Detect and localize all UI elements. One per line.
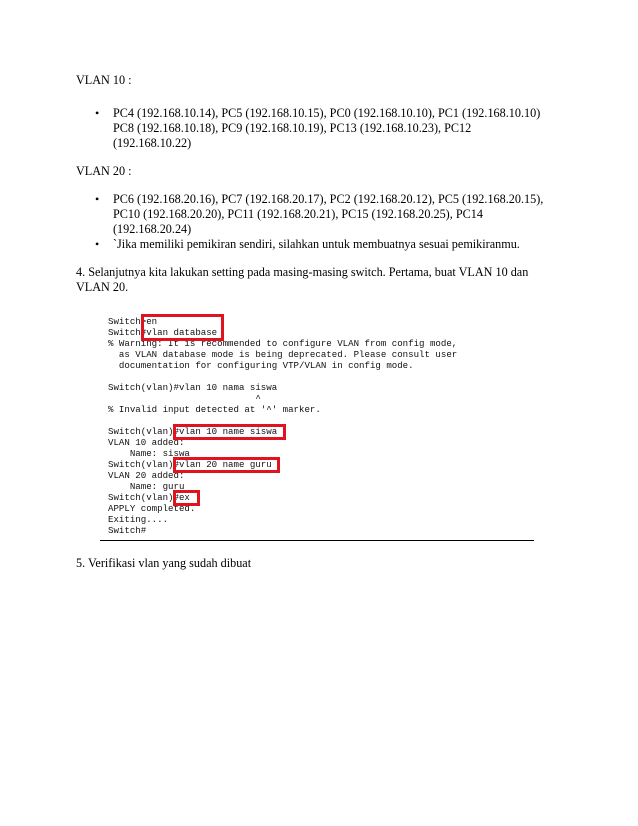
terminal-line: % Invalid input detected at '^' marker. xyxy=(108,404,321,415)
terminal-line: Switch# xyxy=(108,525,147,536)
terminal-line: % Warning: It is recommended to configure VLAN from config mode, xyxy=(108,338,458,349)
vlan20-line-3: (192.168.20.24) xyxy=(113,222,192,236)
terminal-line: Name: guru xyxy=(108,481,185,492)
vlan20-line-2: PC10 (192.168.20.20), PC11 (192.168.20.21), PC15 (192.168.20.25), PC14 xyxy=(113,207,483,221)
terminal-line: documentation for configuring VTP/VLAN in config mode. xyxy=(108,360,414,371)
bullet-dot: • xyxy=(95,106,100,120)
step4-line-2: VLAN 20. xyxy=(76,280,129,294)
step5-line: 5. Verifikasi vlan yang sudah dibuat xyxy=(76,556,252,570)
terminal-line: Switch>en xyxy=(108,316,158,327)
terminal-line: Switch(vlan)#vlan 10 name siswa xyxy=(108,426,278,437)
bullet-dot: • xyxy=(95,237,100,251)
terminal-line: APPLY completed. xyxy=(108,503,196,514)
terminal-line: ^ xyxy=(108,393,261,404)
terminal-line: Switch(vlan)#vlan 10 nama siswa xyxy=(108,382,278,393)
vlan10-line-3: (192.168.10.22) xyxy=(113,136,192,150)
vlan20-line-1: PC6 (192.168.20.16), PC7 (192.168.20.17), PC2 (192.168.20.12), PC5 (192.168.20.15), xyxy=(113,192,544,206)
highlight-en-vlan-database xyxy=(141,314,224,341)
terminal-line: Switch#vlan database xyxy=(108,327,218,338)
terminal-line: as VLAN database mode is being deprecated. Please consult user xyxy=(108,349,458,360)
terminal-line: VLAN 20 added: xyxy=(108,470,185,481)
vlan20-heading: VLAN 20 : xyxy=(76,164,132,178)
vlan10-heading: VLAN 10 : xyxy=(76,73,132,87)
highlight-vlan10-name xyxy=(173,424,286,440)
terminal-line: Switch(vlan)#ex xyxy=(108,492,190,503)
bullet-dot: • xyxy=(95,192,100,206)
terminal-line: Switch(vlan)#vlan 20 name guru xyxy=(108,459,272,470)
vlan10-line-2: PC8 (192.168.10.18), PC9 (192.168.10.19), PC13 (192.168.10.23), PC12 xyxy=(113,121,472,135)
terminal-line: Exiting.... xyxy=(108,514,169,525)
terminal-screenshot xyxy=(100,312,534,541)
highlight-vlan20-name xyxy=(173,457,280,473)
terminal-line: Name: siswa xyxy=(108,448,190,459)
terminal-line: VLAN 10 added: xyxy=(108,437,185,448)
highlight-exit xyxy=(173,490,200,506)
vlan10-line-1: PC4 (192.168.10.14), PC5 (192.168.10.15), PC0 (192.168.10.10), PC1 (192.168.10.10) xyxy=(113,106,541,120)
note-line: `Jika memiliki pemikiran sendiri, silahkan untuk membuatnya sesuai pemikiranmu. xyxy=(113,237,520,251)
step4-line-1: 4. Selanjutnya kita lakukan setting pada masing-masing switch. Pertama, buat VLAN 10 dan xyxy=(76,265,529,279)
